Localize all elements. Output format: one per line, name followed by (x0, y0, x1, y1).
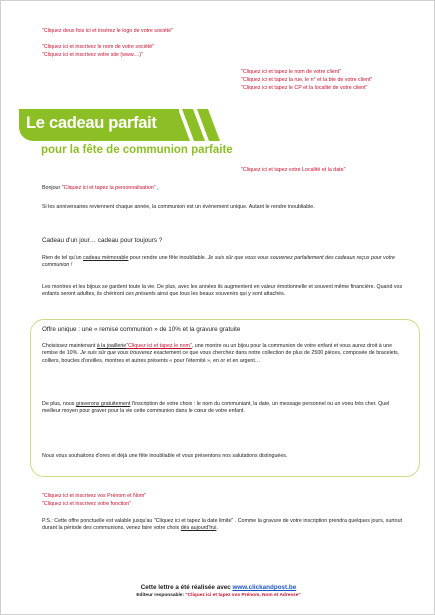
offer-p1-underlined: à la joaillerie (96, 343, 127, 349)
offer-heading: Offre unique : une « remise communion » de 10% et la gravure gratuite (42, 326, 241, 333)
offer-paragraph-3: Nous vous souhaitons d'ores et déjà une fête inoubliable et vous présentons nos salutations distinguées. (42, 453, 288, 459)
salutation-suffix: , (155, 185, 159, 191)
para2-text-b: ainsi que tous les beaux souvenirs qui y sont attachés. (155, 291, 286, 298)
ps-underlined: dès aujourd'hui (180, 525, 217, 532)
footer-text: Cette lettre a été réalisée avec (140, 584, 233, 591)
offer-p1-text-c: exactement ce que vous cherchez dans notre collection de plus de 2500 pièces, composée de bracelets, colliers, boucles d'oreilles, montres et autres présents « pour l'éternité », en or et en argent… (42, 350, 400, 364)
heading-cadeau: Cadeau d'un jour… cadeau pour toujours ? (42, 237, 163, 244)
para1-underlined: cadeau mémorable (83, 255, 129, 261)
company-name-placeholder[interactable]: "Cliquez ici et inscrivez le nom de votre société" (42, 44, 155, 50)
footer-link[interactable]: www.clickandpost.be (232, 584, 297, 591)
ps-paragraph (42, 518, 412, 533)
banner-title: Le cadeau parfait (26, 114, 157, 132)
signature-function-placeholder[interactable]: "Cliquez ici et inscrivez votre fonction" (42, 501, 132, 507)
salutation-prefix: Bonjour (42, 185, 62, 191)
offer-p1-text-a: Choisissez maintenant (42, 343, 97, 349)
para1-text-a: Rien de tel qu'un (42, 255, 84, 261)
ps-text-a: P.S.: Cette offre ponctuelle est valable jusqu'au (42, 518, 154, 524)
logo-placeholder[interactable]: "Cliquez deux fois ici et insérez le logo de votre société" (42, 28, 173, 34)
offer-p2-text-a: De plus, nous (42, 401, 76, 407)
paragraph-montres (42, 284, 414, 299)
signature-name-placeholder[interactable]: "Cliquez ici et inscrivez vos Prénom et Nom" (42, 493, 147, 499)
para2-text-a: Les montres et les bijoux se gardent toute la vie. De plus, avec les années ils augmentent en valeur émotionnelle et souvent même financière. Quand vos enfants seront adultes, ils chériront (42, 284, 403, 298)
offer-p1-text-b: , une montre ou un bijou pour la communion de votre enfant et vous aurez droit à une remise de 10%. (42, 343, 393, 357)
paragraph-cadeau (42, 255, 414, 270)
recipient-street-placeholder[interactable]: "Cliquez ici et tapez la rue, le n° et la bte de votre client" (241, 77, 373, 83)
recipient-name-placeholder[interactable]: "Cliquez ici et tapez le nom de votre client" (241, 69, 342, 75)
para1-text-b: pour rendre une fête inoubliable. (128, 255, 208, 261)
banner-stripes-graphic (151, 109, 231, 141)
date-placeholder[interactable]: "Cliquez ici et tapez votre Localité et la date" (241, 167, 346, 173)
ps-text-c: . (216, 525, 218, 532)
jeweller-name-placeholder[interactable]: "Cliquez ici et tapez le nom" (126, 343, 192, 349)
editor-placeholder[interactable]: "Cliquez ici et tapez vos Prénom, Nom et Adresse" (185, 593, 301, 598)
footer-credit (1, 584, 435, 591)
editor-label: Editeur responsable: (136, 593, 186, 598)
offer-p1-italic: Je suis sûr que vous trouverez (80, 350, 153, 357)
offer-paragraph-1 (42, 343, 406, 365)
website-placeholder[interactable]: "Cliquez ici et inscrivez votre site (www....)" (42, 52, 143, 58)
ps-text-b: . Comme la gravure de votre inscription prendra quelques jours, surtout durant la période des communions, venez faire votre choix (42, 518, 402, 532)
salutation (42, 185, 159, 192)
para2-italic: ces présents (125, 291, 156, 298)
recipient-city-placeholder[interactable]: "Cliquez ici et tapez le CP et la localité de votre client" (241, 85, 368, 91)
offer-p2-underlined: graverons gratuitement (75, 401, 131, 407)
deadline-placeholder[interactable]: "Cliquez ici et tapez la date limite" (153, 518, 234, 524)
offer-p2-text-b: l'inscription de votre choix : le nom du communiant, la date, un message personnel ou un voeu très cher. Quel meilleur moyen pour graver pour la vie cette communion dans le cœur de votre enfant. (42, 401, 390, 415)
intro-paragraph: Si les anniversaires reviennent chaque année, la communion est un évènement unique. Autant le rendre inoubliable. (42, 204, 315, 210)
footer-editor (1, 593, 435, 598)
personalisation-placeholder[interactable]: "Cliquez ici et tapez la personnalisation" (61, 185, 156, 191)
para1-italic: Je suis sûr que vous vous souvenez parfaitement des cadeaux reçus pour votre communion ! (42, 255, 395, 269)
offer-paragraph-2 (42, 401, 406, 416)
banner-subtitle: pour la fête de communion parfaite (41, 144, 233, 156)
